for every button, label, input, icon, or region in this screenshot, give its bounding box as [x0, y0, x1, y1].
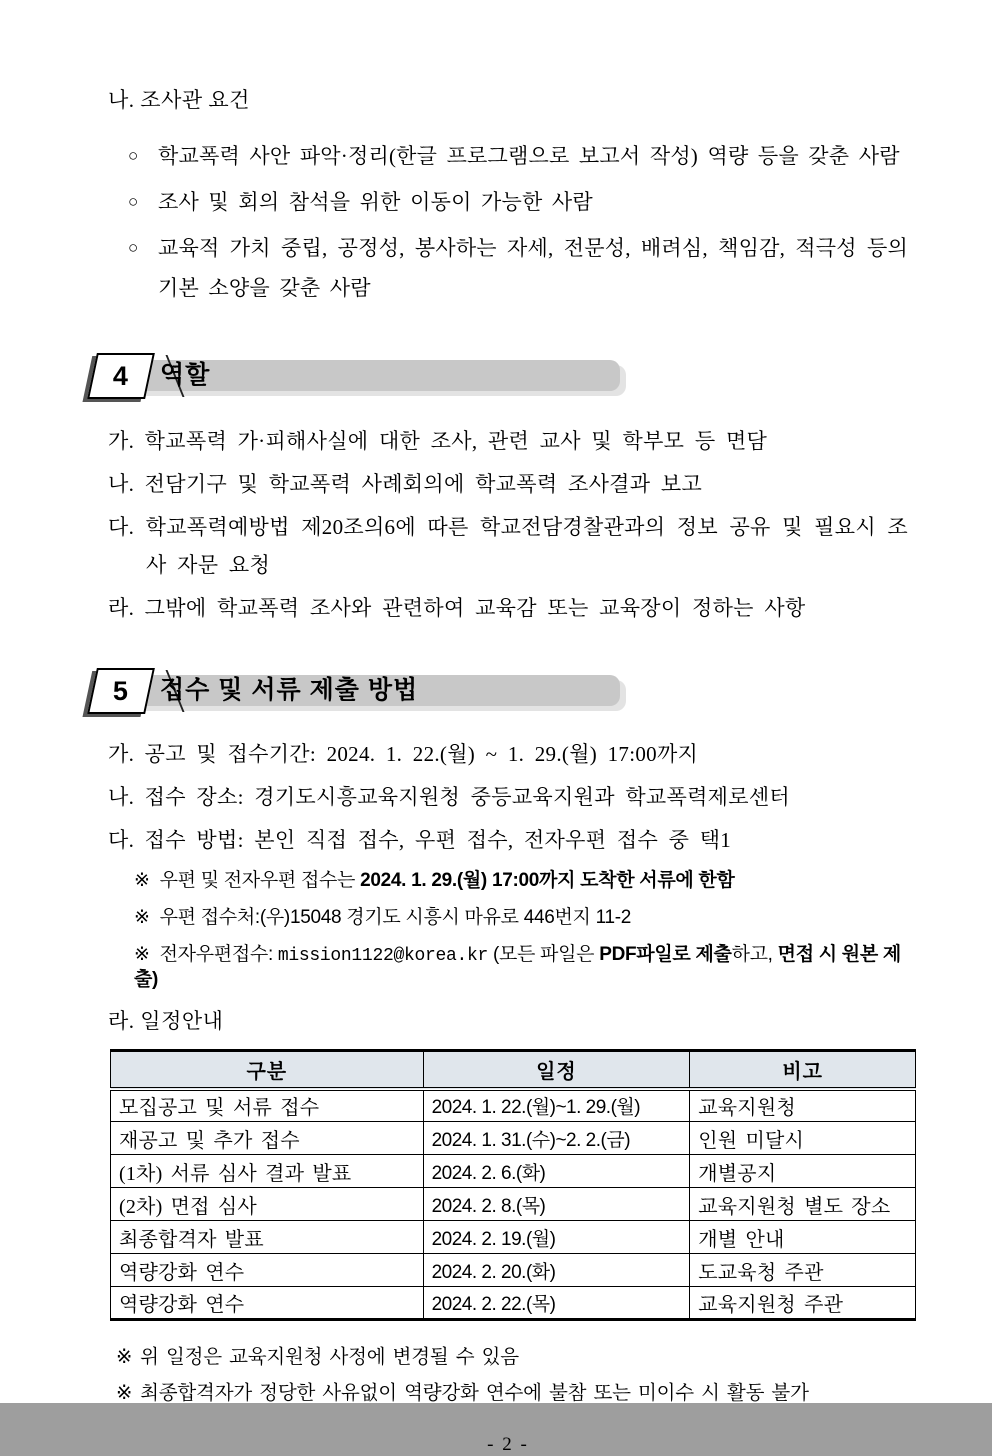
schedule-table-body	[111, 1089, 916, 1320]
section5-number-badge	[87, 668, 155, 714]
reference-mark-icon: ※	[134, 944, 150, 965]
note-text: 우편 및 전자우편 접수는	[159, 870, 361, 891]
table-cell: 개별 안내	[690, 1221, 916, 1254]
table-cell: 역량강화 연수	[111, 1254, 424, 1287]
list-item	[128, 182, 908, 222]
footnote	[116, 1345, 908, 1370]
list-item	[128, 228, 908, 308]
section4-title: 역할	[160, 361, 211, 389]
footer-notes	[116, 1345, 908, 1406]
list-item: 다. 접수 방법: 본인 직접 접수, 우편 접수, 전자우편 접수 중 택1	[108, 828, 732, 852]
table-cell: 개별공지	[690, 1155, 916, 1188]
table-cell: 도교육청 주관	[690, 1254, 916, 1287]
table-cell: 2024. 1. 22.(월)~1. 29.(월)	[423, 1089, 690, 1122]
note-text: 전자우편접수:	[159, 944, 278, 965]
email-address: mission1122@korea.kr	[277, 946, 488, 966]
list-item	[128, 136, 908, 176]
note-text-bold: PDF파일로 제출	[599, 944, 732, 965]
footnote	[116, 1381, 908, 1406]
schedule-heading: 라. 일정안내	[108, 1009, 224, 1033]
table-cell: 2024. 1. 31.(수)~2. 2.(금)	[423, 1122, 690, 1155]
note-text: (모든 파일은	[487, 944, 600, 965]
table-row	[111, 1155, 916, 1188]
table-row	[111, 1254, 916, 1287]
section4-header	[88, 352, 908, 402]
section5-header	[88, 667, 908, 717]
table-header-cell: 구분	[111, 1051, 424, 1089]
note-text: 우편 접수처:(우)15048 경기도 시흥시 마유로 446번지 11-2	[159, 907, 632, 928]
note-text: 하고,	[731, 944, 778, 965]
table-cell: 교육지원청 주관	[690, 1287, 916, 1320]
list-item: 다. 학교폭력예방법 제20조의6에 따른 학교전담경찰관과의 정보 공유 및 필요시 조사 자문 요청	[108, 515, 908, 577]
table-header-cell: 비고	[690, 1051, 916, 1089]
schedule-table	[110, 1049, 916, 1321]
table-cell: 인원 미달시	[690, 1122, 916, 1155]
list-item: 나. 전담기구 및 학교폭력 사례회의에 학교폭력 조사결과 보고	[108, 472, 703, 496]
bullet-icon: ○	[128, 146, 139, 165]
bullet-icon: ○	[128, 238, 139, 257]
list-item: 가. 공고 및 접수기간: 2024. 1. 22.(월) ~ 1. 29.(월) 17:00까지	[108, 742, 699, 766]
table-row	[111, 1221, 916, 1254]
section4-number-badge	[87, 353, 155, 399]
list-item: 나. 접수 장소: 경기도시흥교육지원청 중등교육지원과 학교폭력제로센터	[108, 785, 791, 809]
requirements-heading: 나. 조사관 요건	[108, 88, 250, 112]
footnote-text: 위 일정은 교육지원청 사정에 변경될 수 있음	[140, 1346, 519, 1368]
reference-mark-icon: ※	[116, 1346, 133, 1368]
section4-items	[108, 422, 908, 627]
section-number: 4	[113, 360, 129, 391]
list-item-text: 학교폭력 사안 파악·정리(한글 프로그램으로 보고서 작성) 역량 등을 갖춘 사람	[158, 144, 900, 168]
submission-notes	[134, 869, 908, 992]
footnote-text: 최종합격자가 정당한 사유없이 역량강화 연수에 불참 또는 미이수 시 활동 불가	[140, 1382, 809, 1404]
table-cell: 2024. 2. 19.(월)	[423, 1221, 690, 1254]
table-cell: 2024. 2. 22.(목)	[423, 1287, 690, 1320]
table-cell: 모집공고 및 서류 접수	[119, 1097, 320, 1120]
table-cell: 2024. 2. 20.(화)	[423, 1254, 690, 1287]
document-content	[108, 0, 908, 1456]
note-postal-deadline	[134, 869, 908, 893]
list-item: 가. 학교폭력 가·피해사실에 대한 조사, 관련 교사 및 학부모 등 면담	[108, 429, 768, 453]
table-row	[111, 1287, 916, 1320]
note-text-bold: 2024. 1. 29.(월) 17:00까지 도착한 서류에 한함	[360, 870, 735, 891]
table-cell: 2024. 2. 8.(목)	[423, 1188, 690, 1221]
page-number: - 2 -	[487, 1434, 529, 1455]
reference-mark-icon: ※	[134, 907, 150, 928]
list-item-text: 교육적 가치 중립, 공정성, 봉사하는 자세, 전문성, 배려심, 책임감, 적극성 등의 기본 소양을 갖춘 사람	[158, 236, 908, 300]
list-item: 라. 그밖에 학교폭력 조사와 관련하여 교육감 또는 교육장이 정하는 사항	[108, 596, 806, 620]
list-item-text: 조사 및 회의 참석을 위한 이동이 가능한 사람	[158, 190, 593, 214]
reference-mark-icon: ※	[116, 1382, 133, 1404]
table-cell: 재공고 및 추가 접수	[111, 1122, 424, 1155]
table-cell: 2024. 2. 6.(화)	[423, 1155, 690, 1188]
table-cell: (1차) 서류 심사 결과 발표	[111, 1155, 424, 1188]
table-header-row	[111, 1051, 916, 1089]
table-cell: 최종합격자 발표	[111, 1221, 424, 1254]
table-cell: 교육지원청 별도 장소	[690, 1188, 916, 1221]
table-row	[111, 1122, 916, 1155]
bullet-icon: ○	[128, 192, 139, 211]
section5-title: 접수 및 서류 제출 방법	[160, 676, 419, 704]
table-cell: 역량강화 연수	[111, 1287, 424, 1320]
table-row	[111, 1188, 916, 1221]
reference-mark-icon: ※	[134, 870, 150, 891]
table-cell: 교육지원청	[690, 1089, 916, 1122]
note-text-bold: 면접 시 원본 제출)	[134, 944, 901, 990]
note-email-submission	[134, 943, 908, 992]
table-cell: (2차) 면접 심사	[111, 1188, 424, 1221]
requirements-list	[108, 136, 908, 308]
table-header-cell: 일정	[423, 1051, 690, 1089]
section5-items	[108, 735, 908, 859]
table-row	[111, 1089, 916, 1122]
note-postal-address	[134, 906, 908, 930]
section-number: 5	[113, 675, 129, 706]
